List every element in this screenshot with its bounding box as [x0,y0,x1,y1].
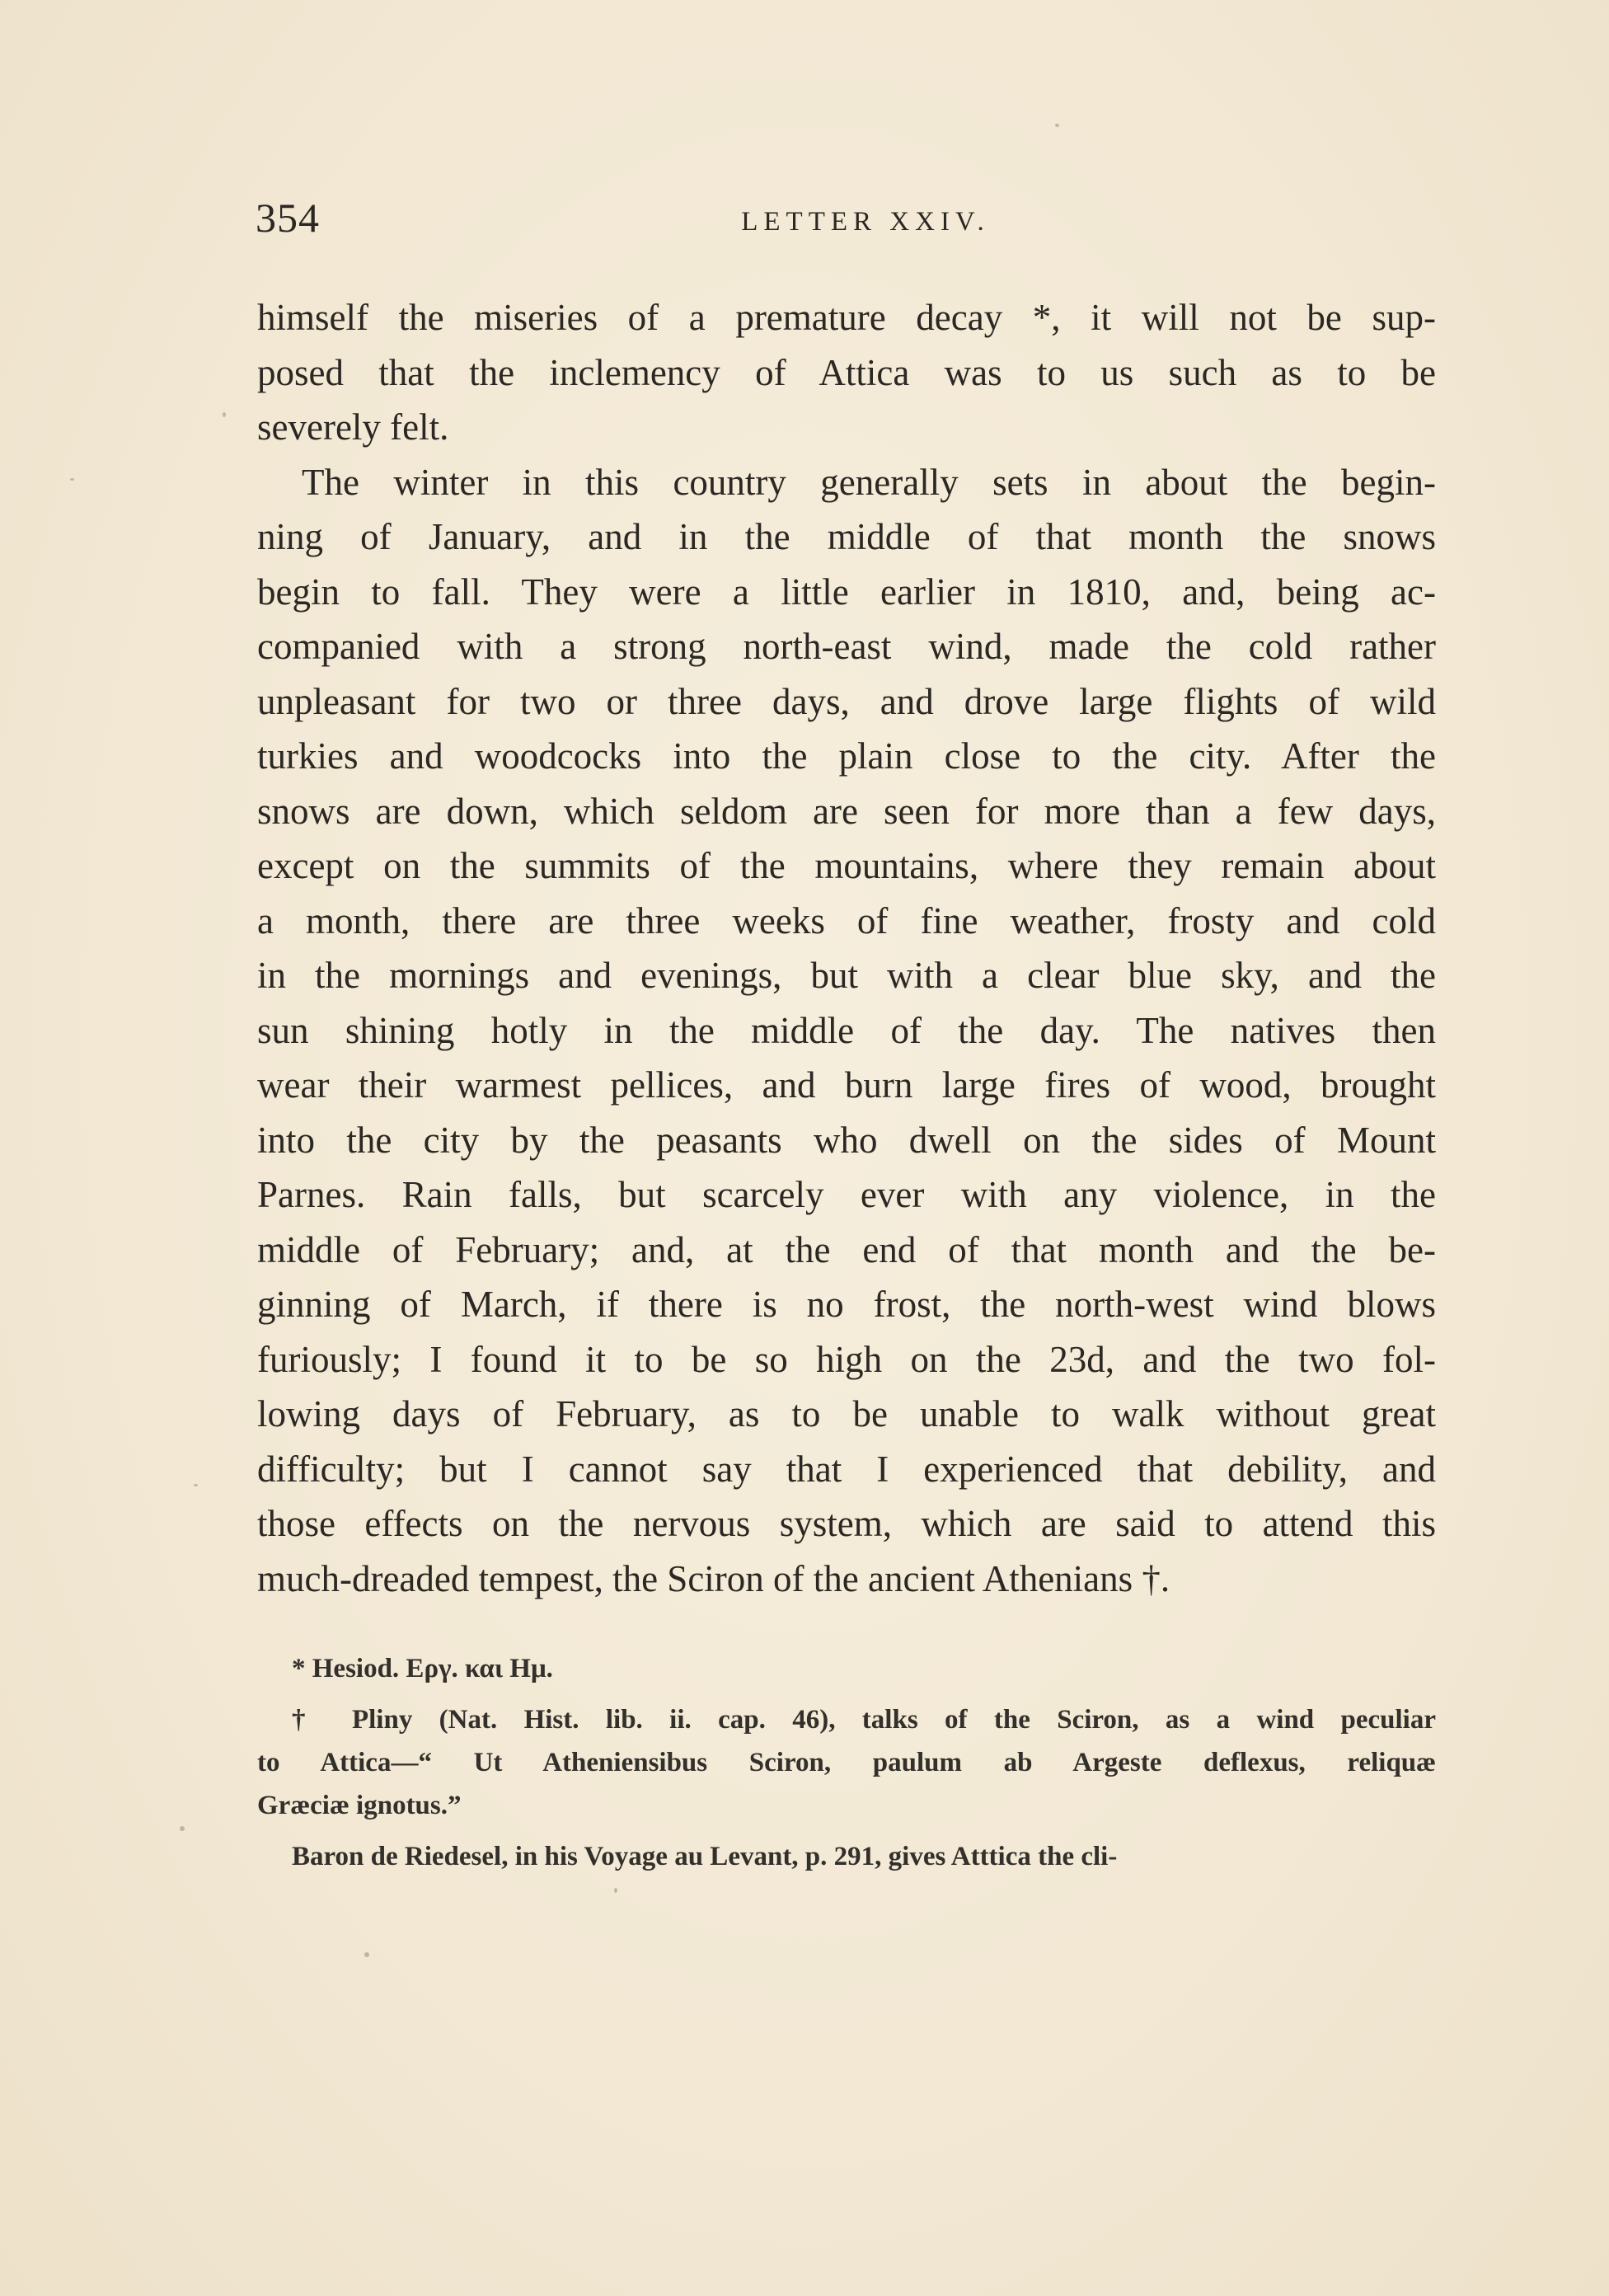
footnote-line: * Hesiod. Εργ. και Ημ. [292,1654,553,1683]
footnote-line: † Pliny (Nat. Hist. lib. ii. cap. 46), talks of the Sciron, as a wind peculiar [292,1705,1436,1735]
page-header [256,194,1442,251]
text-line: furiously; I found it to be so high on the 23d, and the two fol- [257,1338,1436,1380]
text-line: much-dreaded tempest, the Sciron of the ancient Athenians †. [257,1557,1170,1599]
text-line: difficulty; but I cannot say that I experienced that debility, and [257,1448,1436,1490]
footnote-line: Græciæ ignotus.” [257,1791,462,1820]
footnote-line: Baron de Riedesel, in his Voyage au Levant, p. 291, gives Atttica the cli- [292,1842,1118,1871]
text-line: except on the summits of the mountains, where they remain about [257,845,1436,886]
paper-speck [364,1952,369,1957]
body-text [257,290,1436,1606]
running-head: LETTER XXIV. [741,207,990,237]
footnote-line: to Attica—“ Ut Atheniensibus Sciron, paulum ab Argeste deflexus, reliquæ [257,1748,1436,1777]
text-line: begin to fall. They were a little earlier in 1810, and, being ac- [257,570,1436,613]
page-number: 354 [256,195,320,241]
text-line: ginning of March, if there is no frost, the north-west wind blows [257,1284,1436,1325]
text-line: unpleasant for two or three days, and drove large flights of wild [257,680,1436,722]
text-line: wear their warmest pellices, and burn large fires of wood, brought [257,1064,1436,1106]
text-line: snows are down, which seldom are seen for more than a few days, [257,790,1436,832]
paper-speck [194,1484,198,1486]
text-line: into the city by the peasants who dwell on the sides of Mount [257,1119,1436,1161]
footnotes [257,1647,1436,1878]
text-line: a month, there are three weeks of fine weather, frosty and cold [257,899,1436,941]
text-line: middle of February; and, at the end of that month and the be- [257,1228,1436,1270]
text-line: severely felt. [257,406,449,448]
text-line: sun shining hotly in the middle of the day. The natives then [257,1009,1436,1051]
footnote-spacer [257,1690,1436,1698]
paper-speck [614,1888,617,1893]
text-line: in the mornings and evenings, but with a clear blue sky, and the [257,955,1436,996]
text-line: those effects on the nervous system, which are said to attend this [257,1503,1436,1544]
text-line: posed that the inclemency of Attica was to us such as to be [257,351,1436,393]
paper-speck [223,412,226,417]
text-line: ning of January, and in the middle of that month the snows [257,516,1436,557]
text-line: Parnes. Rain falls, but scarcely ever with any violence, in the [257,1174,1436,1215]
paper-speck [1055,124,1059,127]
text-line: The winter in this country generally sets in about the begin- [302,461,1436,503]
paper-speck [70,478,74,481]
text-line: turkies and woodcocks into the plain close to the city. After the [257,735,1436,777]
text-line: lowing days of February, as to be unable to walk without great [257,1393,1436,1434]
paper-speck [180,1826,185,1831]
footnote-spacer [257,1827,1436,1835]
text-line: companied with a strong north-east wind, made the cold rather [257,626,1436,667]
text-line: himself the miseries of a premature decay *, it will not be sup- [257,297,1436,338]
